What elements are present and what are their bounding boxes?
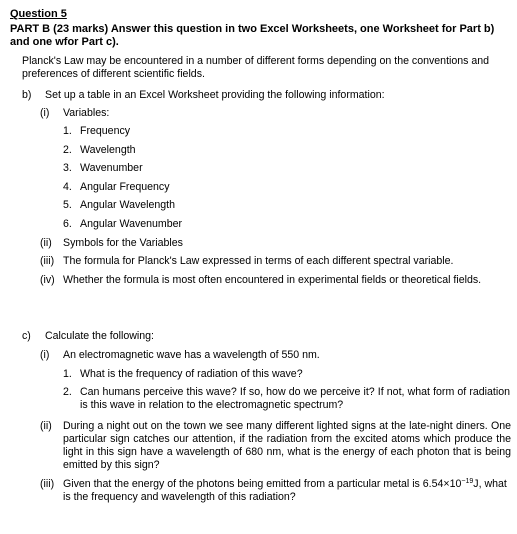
part-c-iii-text (63, 478, 511, 504)
variable-number: 5. (63, 199, 72, 211)
part-c-i-label: (i) (40, 349, 50, 361)
part-b-iii-label: (iii) (40, 255, 55, 267)
part-c-i-text: An electromagnetic wave has a wavelength of 550 nm. (63, 349, 320, 361)
variable-item: Angular Wavelength (80, 199, 176, 211)
part-b-iv-text: Whether the formula is most often encountered in experimental fields or theoretical fields. (63, 274, 482, 286)
variable-number: 3. (63, 162, 72, 174)
variable-item: Angular Wavenumber (80, 218, 183, 230)
variable-number: 4. (63, 181, 72, 193)
part-c-label: c) (22, 330, 31, 342)
question-title: Question 5 (10, 8, 67, 20)
part-b-i-label: (i) (40, 107, 50, 119)
variable-number: 6. (63, 218, 72, 230)
part-c-i-q1-number: 1. (63, 368, 72, 380)
part-c-i-q1-text: What is the frequency of radiation of this wave? (80, 368, 303, 380)
part-b-ii-label: (ii) (40, 237, 52, 249)
part-c-iii-text-post: J, what is the frequency and wavelength of this radiation? (63, 478, 507, 503)
exponent: −19 (461, 478, 474, 485)
part-c-instruction: Calculate the following: (45, 330, 154, 342)
part-b-i-text: Variables: (63, 107, 110, 119)
variable-item: Angular Frequency (80, 181, 170, 193)
part-c-iii-text-pre: Given that the energy of the photons being emitted from a particular metal is 6.54×10 (63, 478, 462, 490)
part-b-ii-text: Symbols for the Variables (63, 237, 183, 249)
variable-item: Wavelength (80, 144, 136, 156)
intro-paragraph: Planck's Law may be encountered in a number of different forms depending on the conventions and preferences of different scientific fields. (22, 55, 490, 80)
part-c-i-q2-number: 2. (63, 386, 72, 398)
part-b-header: PART B (23 marks) Answer this question in two Excel Worksheets, one Worksheet for Part b) and one wfor Part c). (10, 23, 495, 48)
variable-number: 2. (63, 144, 72, 156)
part-c-iii-label: (iii) (40, 478, 55, 490)
part-b-iii-text: The formula for Planck's Law expressed in terms of each different spectral variable. (63, 255, 454, 267)
variable-item: Frequency (80, 125, 131, 137)
part-c-ii-label: (ii) (40, 420, 52, 432)
part-c-ii-text: During a night out on the town we see many different lighted signs at the late-night diners. One particular sign catches our attention, if the radiation from the excited atoms which produce the light in this sign have a wavelength of 680 nm, what is the energy of each photon that is being emitted by this sign? (63, 420, 511, 471)
part-c-i-q2-text: Can humans perceive this wave? If so, how do we perceive it? If not, what form of radiation is this wave in relation to the electromagnetic spectrum? (80, 386, 510, 411)
part-b-instruction: Set up a table in an Excel Worksheet providing the following information: (45, 89, 385, 101)
part-b-iv-label: (iv) (40, 274, 55, 286)
variable-number: 1. (63, 125, 72, 137)
variable-item: Wavenumber (80, 162, 143, 174)
part-b-label: b) (22, 89, 32, 101)
